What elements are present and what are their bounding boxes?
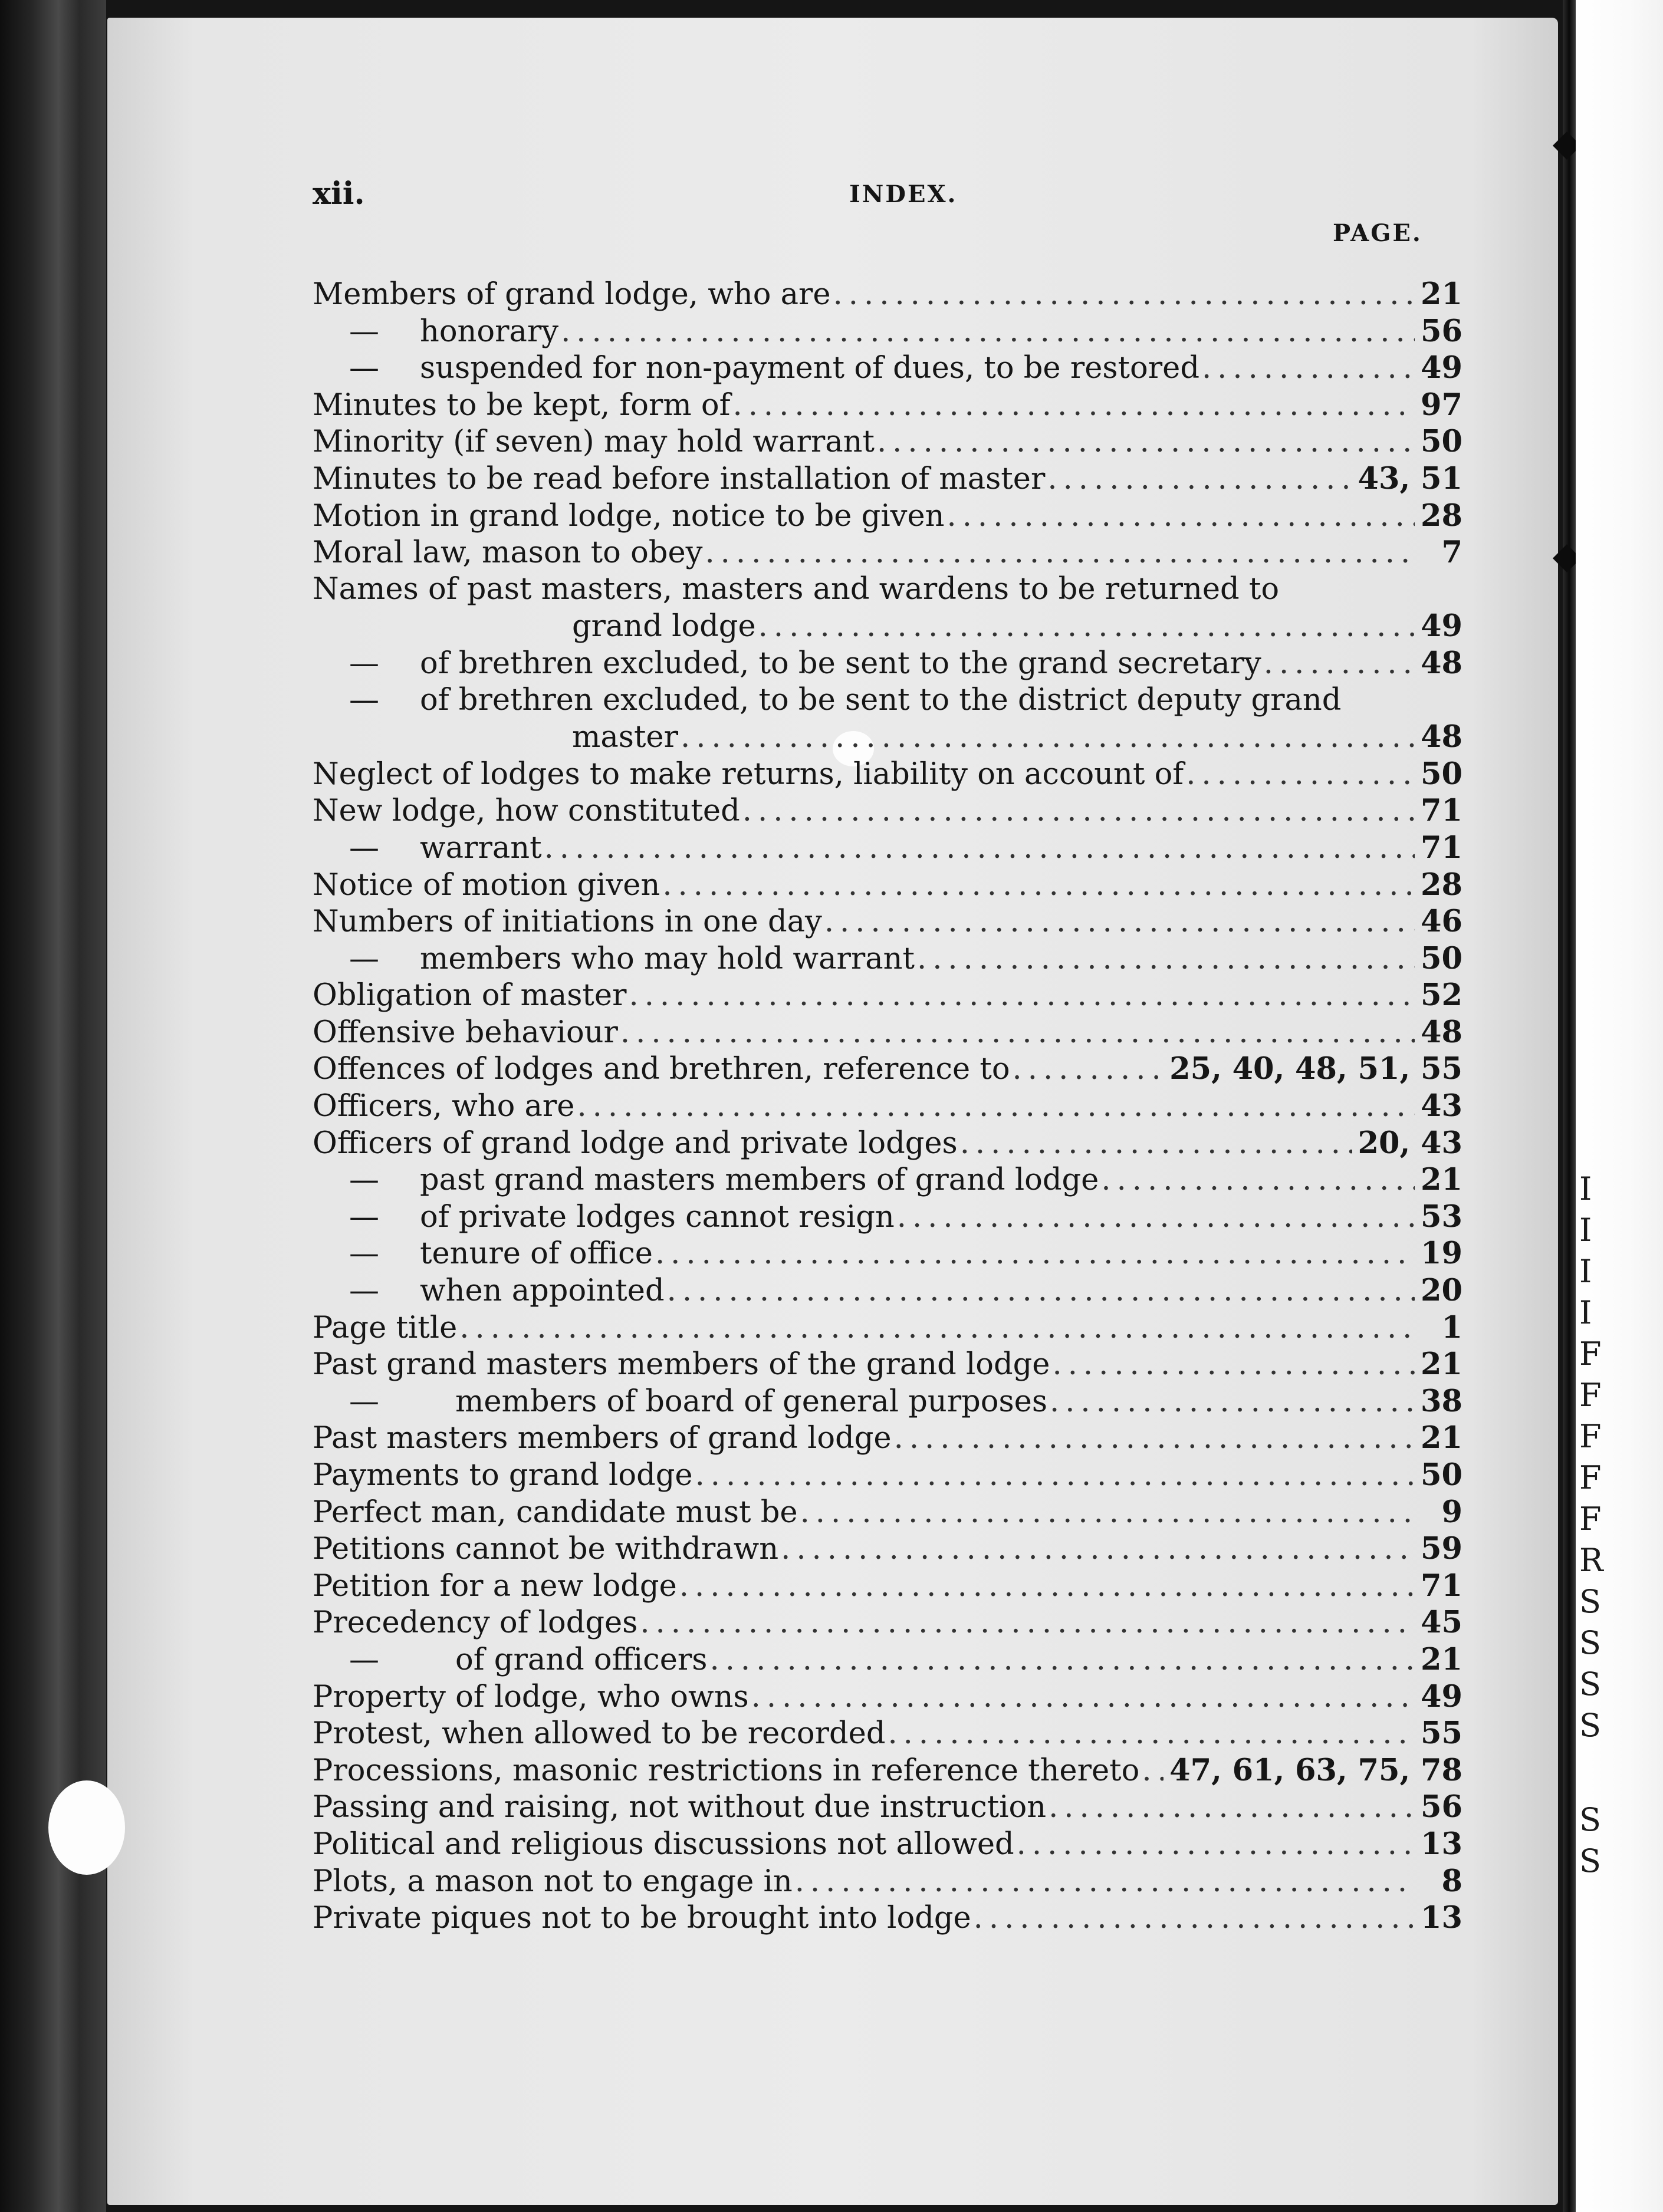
dot-leader xyxy=(1047,461,1352,498)
entry-text: when appointed xyxy=(420,1273,665,1309)
entry-text: honorary xyxy=(420,314,559,349)
entry-text: Processions, masonic restrictions in reference thereto xyxy=(313,1753,1140,1788)
entry-text: Obligation of master xyxy=(313,978,627,1013)
entry-page-numbers: 50 xyxy=(1421,756,1462,792)
dot-leader xyxy=(960,1125,1352,1162)
entry-text: Private piques not to be brought into lodge xyxy=(313,1901,971,1936)
entry-text: Moral law, mason to obey xyxy=(313,535,703,571)
dot-leader xyxy=(620,1015,1415,1051)
dot-leader xyxy=(781,1531,1415,1568)
entry-dash: — xyxy=(349,1199,379,1235)
facing-page-letter: S xyxy=(1579,1801,1601,1838)
entry-text: suspended for non-payment of dues, to be restored xyxy=(420,351,1199,386)
index-entry xyxy=(313,1199,1462,1236)
index-entry xyxy=(313,719,1462,756)
dot-leader xyxy=(681,719,1415,756)
entry-page-numbers: 59 xyxy=(1421,1531,1462,1567)
dot-leader xyxy=(824,904,1415,940)
dot-leader xyxy=(1202,350,1415,387)
entry-text: Officers, who are xyxy=(313,1089,575,1124)
facing-page-letter: S xyxy=(1579,1583,1601,1620)
index-entry xyxy=(313,423,1462,460)
entry-page-numbers: 49 xyxy=(1421,350,1462,386)
entry-text: Minority (if seven) may hold warrant xyxy=(313,424,875,460)
dot-leader xyxy=(640,1605,1415,1641)
dot-leader xyxy=(877,424,1415,460)
entry-text: Passing and raising, not without due instruction xyxy=(313,1790,1047,1825)
index-entry xyxy=(313,1715,1462,1752)
entry-page-numbers: 55 xyxy=(1421,1716,1462,1752)
index-entry xyxy=(313,1051,1462,1088)
facing-page-letter: I xyxy=(1579,1170,1592,1207)
entry-text: Petitions cannot be withdrawn xyxy=(313,1532,779,1567)
index-entry xyxy=(313,313,1462,350)
index-entry xyxy=(313,1161,1462,1199)
dot-leader xyxy=(459,1310,1415,1347)
entry-page-numbers: 7 xyxy=(1441,535,1462,571)
index-entry xyxy=(313,350,1462,387)
entry-text: Minutes to be read before installation of master xyxy=(313,461,1046,496)
entry-page-numbers: 43 xyxy=(1421,1088,1462,1124)
index-entry xyxy=(313,1383,1462,1420)
index-entry xyxy=(313,1900,1462,1937)
index-entry xyxy=(313,1272,1462,1309)
entry-page-numbers: 56 xyxy=(1421,1789,1462,1825)
page-column-heading: PAGE. xyxy=(1333,219,1422,247)
facing-page-letter: F xyxy=(1579,1418,1602,1455)
dot-leader xyxy=(1050,1384,1415,1420)
index-entry xyxy=(313,534,1462,571)
index-entry xyxy=(313,830,1462,867)
entry-page-numbers: 28 xyxy=(1421,867,1462,903)
entry-page-numbers: 53 xyxy=(1421,1199,1462,1235)
dot-leader xyxy=(1101,1162,1415,1199)
index-entry xyxy=(313,903,1462,940)
dot-leader xyxy=(795,1864,1415,1900)
dot-leader xyxy=(667,1273,1415,1309)
paper-damage-spot xyxy=(48,1780,125,1875)
entry-page-numbers: 8 xyxy=(1441,1863,1462,1899)
index-entry xyxy=(313,792,1462,830)
entry-text: Members of grand lodge, who are xyxy=(313,277,831,312)
index-entry xyxy=(313,1568,1462,1605)
index-entry xyxy=(313,1752,1462,1789)
entry-text: Notice of motion given xyxy=(313,867,660,903)
dot-leader xyxy=(695,1457,1415,1494)
page-title: INDEX. xyxy=(849,180,958,208)
facing-page-letter: I xyxy=(1579,1212,1592,1249)
dot-leader xyxy=(800,1495,1415,1531)
entry-text: Minutes to be kept, form of xyxy=(313,387,731,423)
facing-page-letter: I xyxy=(1579,1253,1592,1290)
facing-page-letter: S xyxy=(1579,1707,1601,1744)
entry-text: Protest, when allowed to be recorded xyxy=(313,1716,886,1752)
entry-dash: — xyxy=(349,682,379,717)
index-entry xyxy=(313,498,1462,535)
entry-text: tenure of office xyxy=(420,1236,653,1272)
gutter-shadow xyxy=(1563,0,1576,2212)
entry-text: master xyxy=(572,720,678,755)
index-entry xyxy=(313,682,1462,719)
dot-leader xyxy=(1186,756,1415,793)
entry-page-numbers: 13 xyxy=(1421,1826,1462,1862)
facing-page-fragment xyxy=(1576,0,1663,2212)
entry-dash: — xyxy=(349,1642,379,1677)
dot-leader xyxy=(1052,1347,1415,1383)
dot-leader xyxy=(1013,1051,1164,1088)
entry-dash: — xyxy=(349,1163,379,1198)
folio-number: xii. xyxy=(313,176,365,212)
index-entry xyxy=(313,1235,1462,1272)
entry-text: Offensive behaviour xyxy=(313,1015,618,1050)
entry-text: Neglect of lodges to make returns, liability on account of xyxy=(313,756,1184,792)
entry-text: past grand masters members of grand lodge xyxy=(420,1163,1099,1198)
index-entry xyxy=(313,1494,1462,1531)
index-entry xyxy=(313,1457,1462,1494)
index-entry xyxy=(313,1014,1462,1051)
dot-leader xyxy=(629,977,1415,1014)
dot-leader xyxy=(833,276,1415,313)
entry-page-numbers: 45 xyxy=(1421,1605,1462,1641)
entry-page-numbers: 28 xyxy=(1421,498,1462,534)
entry-page-numbers: 43, 51 xyxy=(1358,460,1462,496)
dot-leader xyxy=(1017,1826,1415,1863)
entry-page-numbers: 21 xyxy=(1421,1162,1462,1198)
dot-leader xyxy=(897,1199,1415,1236)
facing-page-letter: S xyxy=(1579,1842,1601,1879)
index-entry xyxy=(313,1826,1462,1863)
index-entry-list xyxy=(313,276,1462,1937)
index-entry xyxy=(313,1125,1462,1162)
running-header xyxy=(313,176,1457,223)
entry-text: Plots, a mason not to engage in xyxy=(313,1864,793,1899)
dot-leader xyxy=(662,867,1415,904)
entry-page-numbers: 21 xyxy=(1421,1641,1462,1677)
index-entry xyxy=(313,276,1462,313)
entry-page-numbers: 97 xyxy=(1421,387,1462,423)
entry-text: warrant xyxy=(420,830,542,865)
book-edge-strip xyxy=(0,0,106,2212)
entry-text: Names of past masters, masters and wardens to be returned to xyxy=(313,571,1280,607)
entry-text: of brethren excluded, to be sent to the grand secretary xyxy=(420,646,1261,681)
dot-leader xyxy=(894,1420,1415,1457)
entry-page-numbers: 46 xyxy=(1421,904,1462,940)
index-entry xyxy=(313,977,1462,1014)
entry-text: Property of lodge, who owns xyxy=(313,1679,749,1714)
entry-text: Motion in grand lodge, notice to be given xyxy=(313,498,945,534)
entry-text: of grand officers xyxy=(455,1642,708,1677)
entry-page-numbers: 9 xyxy=(1441,1494,1462,1530)
entry-dash: — xyxy=(349,1384,379,1419)
entry-text: members who may hold warrant xyxy=(420,941,915,976)
dot-leader xyxy=(1142,1753,1164,1789)
entry-page-numbers: 71 xyxy=(1421,793,1462,829)
dot-leader xyxy=(544,830,1415,867)
facing-page-letter: S xyxy=(1579,1624,1601,1661)
entry-text: Page title xyxy=(313,1310,458,1345)
entry-text: Numbers of initiations in one day xyxy=(313,904,822,940)
facing-page-letter: S xyxy=(1579,1665,1601,1703)
index-entry xyxy=(313,645,1462,682)
entry-page-numbers: 19 xyxy=(1421,1236,1462,1272)
index-entry xyxy=(313,1789,1462,1826)
entry-page-numbers: 21 xyxy=(1421,1420,1462,1456)
entry-text: of brethren excluded, to be sent to the district deputy grand xyxy=(420,682,1342,717)
entry-page-numbers: 20 xyxy=(1421,1273,1462,1309)
dot-leader xyxy=(1264,646,1415,682)
index-entry xyxy=(313,867,1462,904)
entry-text: Perfect man, candidate must be xyxy=(313,1495,798,1530)
entry-text: Officers of grand lodge and private lodges xyxy=(313,1125,958,1161)
entry-text: Payments to grand lodge xyxy=(313,1458,693,1493)
facing-page-letter: R xyxy=(1579,1542,1603,1579)
dot-leader xyxy=(742,793,1415,830)
entry-page-numbers: 21 xyxy=(1421,276,1462,312)
index-entry xyxy=(313,1346,1462,1383)
entry-page-numbers: 20, 43 xyxy=(1358,1125,1462,1161)
entry-page-numbers: 50 xyxy=(1421,940,1462,976)
index-entry xyxy=(313,387,1462,424)
entry-text: members of board of general purposes xyxy=(455,1384,1047,1419)
entry-page-numbers: 50 xyxy=(1421,1457,1462,1493)
entry-text: Offences of lodges and brethren, reference to xyxy=(313,1052,1010,1087)
index-entry xyxy=(313,1863,1462,1900)
dot-leader xyxy=(974,1900,1415,1937)
index-entry xyxy=(313,1309,1462,1347)
entry-page-numbers: 47, 61, 63, 75, 78 xyxy=(1169,1752,1462,1788)
entry-page-numbers: 49 xyxy=(1421,608,1462,644)
entry-dash: — xyxy=(349,1236,379,1272)
entry-page-numbers: 25, 40, 48, 51, 55 xyxy=(1169,1051,1462,1087)
index-entry xyxy=(313,1641,1462,1678)
entry-dash: — xyxy=(349,314,379,349)
entry-page-numbers: 48 xyxy=(1421,645,1462,681)
entry-page-numbers: 50 xyxy=(1421,424,1462,460)
entry-page-numbers: 1 xyxy=(1441,1309,1462,1345)
entry-page-numbers: 71 xyxy=(1421,1568,1462,1604)
index-entry xyxy=(313,756,1462,793)
entry-page-numbers: 48 xyxy=(1421,719,1462,755)
index-entry xyxy=(313,940,1462,977)
entry-page-numbers: 71 xyxy=(1421,830,1462,865)
dot-leader xyxy=(1049,1789,1415,1826)
entry-page-numbers: 13 xyxy=(1421,1900,1462,1936)
entry-text: New lodge, how constituted xyxy=(313,794,740,829)
entry-page-numbers: 21 xyxy=(1421,1347,1462,1382)
entry-page-numbers: 38 xyxy=(1421,1383,1462,1419)
entry-text: Past grand masters members of the grand lodge xyxy=(313,1347,1050,1382)
entry-page-numbers: 56 xyxy=(1421,313,1462,349)
dot-leader xyxy=(709,1642,1415,1678)
index-entry xyxy=(313,608,1462,645)
entry-text: Petition for a new lodge xyxy=(313,1568,677,1604)
index-entry xyxy=(313,1088,1462,1125)
index-entry xyxy=(313,571,1462,608)
facing-page-letter: F xyxy=(1579,1377,1602,1414)
entry-dash: — xyxy=(349,646,379,681)
entry-page-numbers: 49 xyxy=(1421,1678,1462,1714)
entry-dash: — xyxy=(349,830,379,865)
index-entry xyxy=(313,460,1462,498)
dot-leader xyxy=(561,314,1415,350)
entry-text: Past masters members of grand lodge xyxy=(313,1421,892,1456)
facing-page-letter: I xyxy=(1579,1294,1592,1331)
facing-page-letter: F xyxy=(1579,1459,1602,1496)
facing-page-letter: F xyxy=(1579,1500,1602,1538)
entry-dash: — xyxy=(349,351,379,386)
entry-text: Political and religious discussions not allowed xyxy=(313,1826,1014,1862)
index-entry xyxy=(313,1604,1462,1641)
dot-leader xyxy=(577,1088,1415,1125)
index-entry xyxy=(313,1678,1462,1716)
dot-leader xyxy=(655,1236,1415,1272)
dot-leader xyxy=(758,608,1415,645)
entry-page-numbers: 48 xyxy=(1421,1014,1462,1050)
dot-leader xyxy=(888,1716,1415,1752)
entry-dash: — xyxy=(349,1273,379,1309)
dot-leader xyxy=(679,1568,1415,1605)
index-entry xyxy=(313,1420,1462,1457)
dot-leader xyxy=(751,1679,1415,1716)
dot-leader xyxy=(917,941,1415,977)
entry-dash: — xyxy=(349,941,379,976)
entry-text: Precedency of lodges xyxy=(313,1605,638,1641)
dot-leader xyxy=(946,498,1415,535)
facing-page-letter: F xyxy=(1579,1335,1602,1372)
entry-page-numbers: 52 xyxy=(1421,977,1462,1013)
dot-leader xyxy=(733,387,1415,424)
dot-leader xyxy=(705,535,1415,571)
index-entry xyxy=(313,1530,1462,1568)
entry-text: grand lodge xyxy=(572,609,756,644)
entry-text: of private lodges cannot resign xyxy=(420,1199,895,1235)
